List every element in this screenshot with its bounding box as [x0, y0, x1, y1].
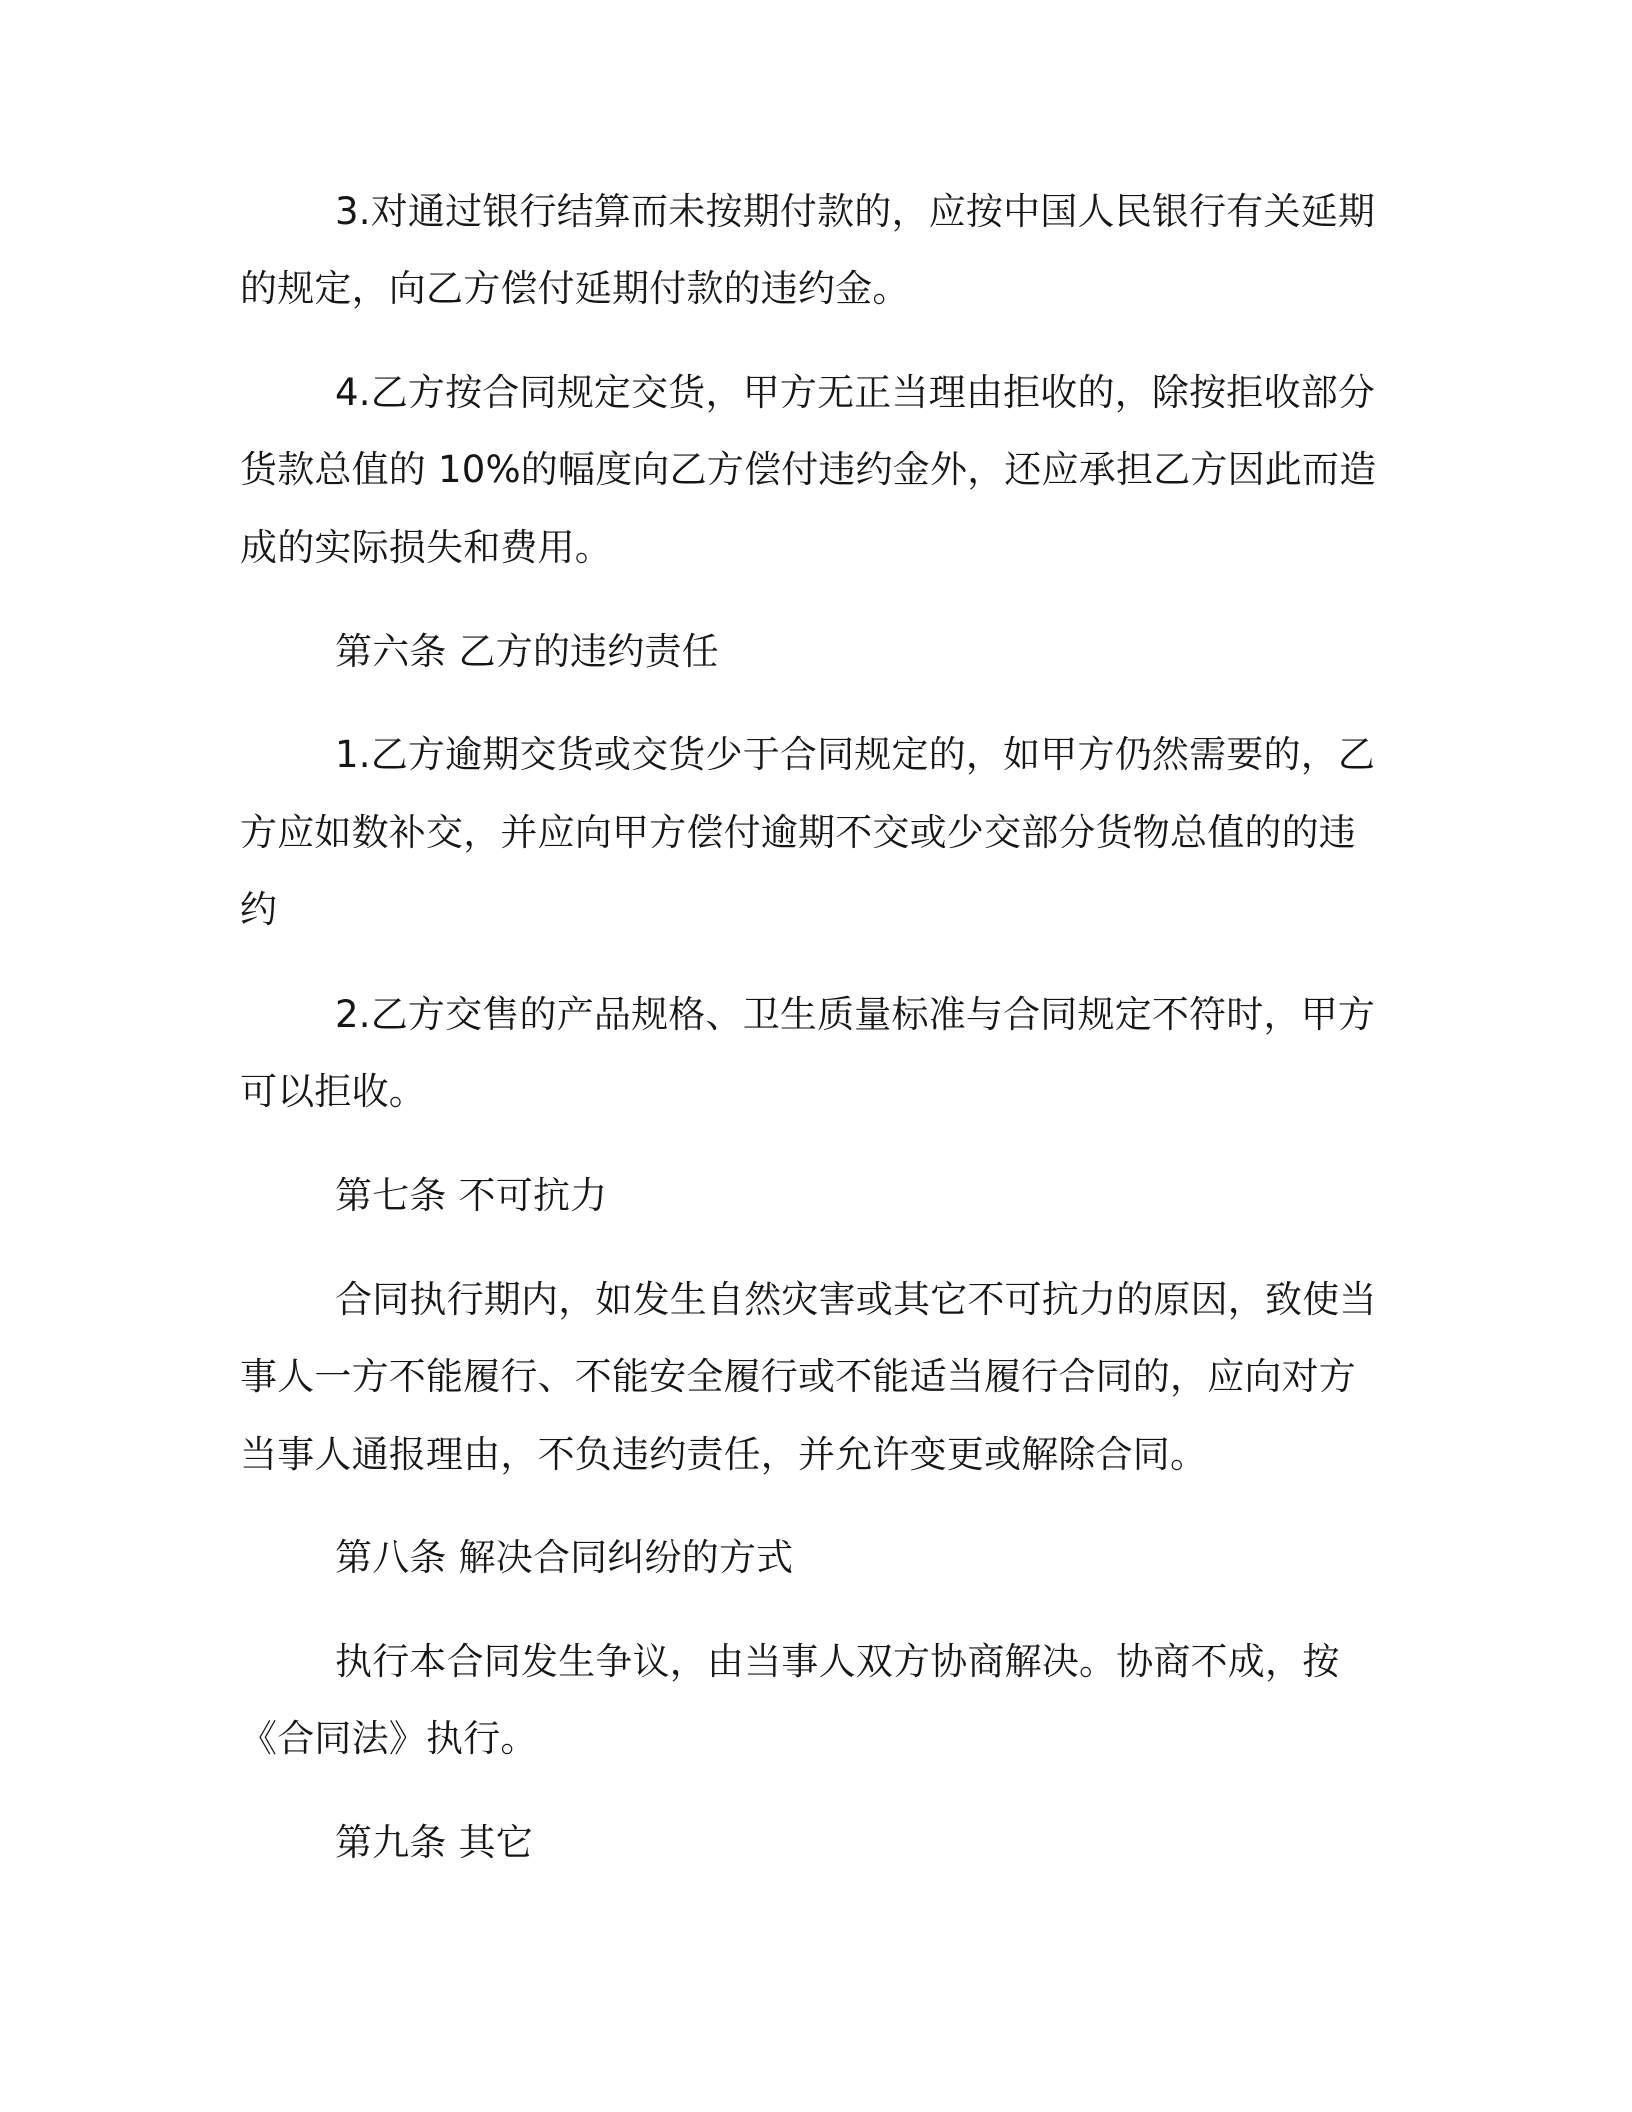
- text-line: 《合同法》执行。: [240, 1717, 538, 1760]
- text-line: 货款总值的 10%的幅度向乙方偿付违约金外，还应承担乙方因此而造: [240, 448, 1377, 491]
- section-heading: 第八条 解决合同纠纷的方式: [335, 1536, 794, 1579]
- text-line: 方应如数补交，并应向甲方偿付逾期不交或少交部分货物总值的的违: [240, 811, 1356, 854]
- text-line: 的规定，向乙方偿付延期付款的违约金。: [240, 267, 910, 310]
- text-line: 可以拒收。: [240, 1070, 426, 1113]
- text-line: 成的实际损失和费用。: [240, 526, 612, 569]
- text-line: 3.对通过银行结算而未按期付款的，应按中国人民银行有关延期: [335, 190, 1376, 233]
- text-line: 合同执行期内，如发生自然灾害或其它不可抗力的原因，致使当: [335, 1278, 1377, 1321]
- section-heading: 第九条 其它: [335, 1821, 533, 1864]
- text-line: 4.乙方按合同规定交货，甲方无正当理由拒收的，除按拒收部分: [335, 371, 1376, 414]
- text-line: 1.乙方逾期交货或交货少于合同规定的，如甲方仍然需要的，乙: [335, 733, 1376, 776]
- section-heading: 第六条 乙方的违约责任: [335, 630, 719, 673]
- text-line: 当事人通报理由，不负违约责任，并允许变更或解除合同。: [240, 1433, 1208, 1476]
- text-line: 2.乙方交售的产品规格、卫生质量标准与合同规定不符时，甲方: [335, 993, 1376, 1036]
- section-heading: 第七条 不可抗力: [335, 1174, 608, 1217]
- text-line: 执行本合同发生争议，由当事人双方协商解决。协商不成，按: [335, 1640, 1340, 1683]
- text-line: 约: [240, 888, 278, 931]
- text-line: 事人一方不能履行、不能安全履行或不能适当履行合同的，应向对方: [240, 1355, 1356, 1398]
